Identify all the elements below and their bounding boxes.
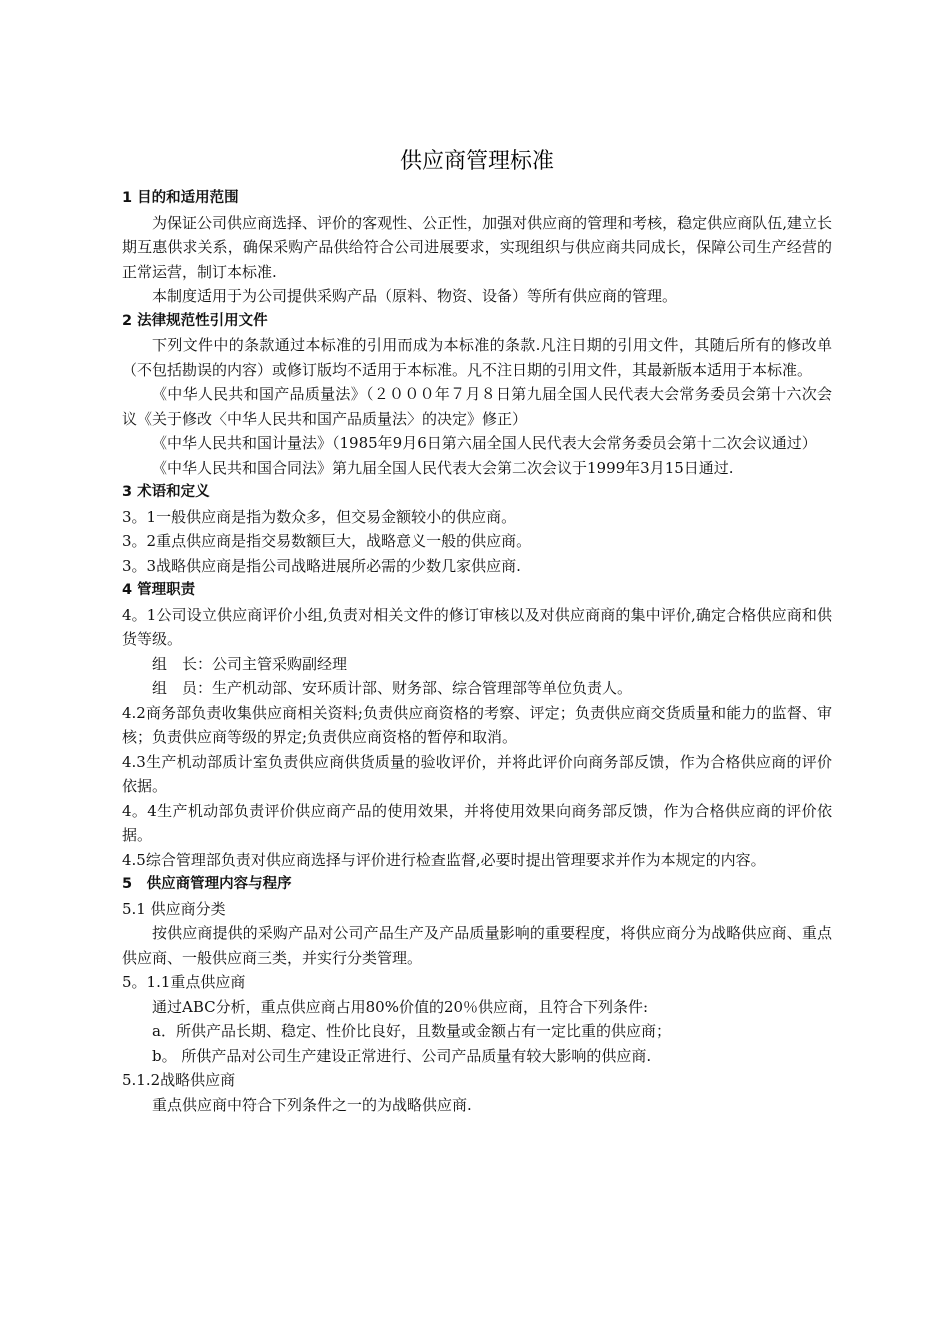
definition-item: 3。2重点供应商是指交易数额巨大，战略意义一般的供应商。 (122, 532, 532, 550)
group-member-line: 组 员：生产机动部、安环质计部、财务部、综合管理部等单位负责人。 (152, 679, 633, 697)
condition-item-a: a．所供产品长期、稳定、性价比良好，且数量或金额占有一定比重的供应商； (152, 1022, 671, 1040)
paragraph: 为保证公司供应商选择、评价的客观性、公正性，加强对供应商的管理和考核，稳定供应商队伍,建立长期互惠供求关系，确保采购产品供给符合公司进展要求，实现组织与供应商共同成长，保障公司生产经营的正常运营，制订本标准. (122, 213, 832, 281)
section-heading-2: 2 法律规范性引用文件 (122, 312, 268, 329)
section-heading-4: 4 管理职责 (122, 582, 196, 598)
condition-item-b: b。 所供产品对公司生产建设正常进行、公司产品质量有较大影响的供应商. (152, 1046, 652, 1065)
paragraph: 《中华人民共和国计量法》（1985年9月6日第六届全国人民代表大会常务委员会第十二次会议通过） (152, 434, 817, 452)
section-heading-5: 5 供应商管理内容与程序 (122, 876, 292, 892)
paragraph: 通过ABC分析，重点供应商占用80%价值的20％供应商，且符合下列条件: (152, 997, 649, 1016)
section-heading-1: 1 目的和适用范围 (122, 190, 239, 206)
duty-item: 4。4生产机动部负责评价供应商产品的使用效果，并将使用效果向商务部反馈，作为合格供应商的评价依据。 (122, 801, 832, 844)
paragraph: 《中华人民共和国产品质量法》（２０００年７月８日第九届全国人民代表大会常务委员会第十六次会议《关于修改〈中华人民共和国产品质量法〉的决定》修正） (122, 385, 832, 428)
duty-item: 4.5综合管理部负责对供应商选择与评价进行检查监督,必要时提出管理要求并作为本规定的内容。 (122, 850, 766, 869)
subsection-heading: 5.1 供应商分类 (122, 899, 226, 918)
paragraph: 按供应商提供的采购产品对公司产品生产及产品质量影响的重要程度，将供应商分为战略供应商、重点供应商、一般供应商三类，并实行分类管理。 (122, 924, 832, 967)
document-body (122, 186, 832, 1117)
duty-item: 4.3生产机动部质计室负责供应商供货质量的验收评价，并将此评价向商务部反馈，作为合格供应商的评价依据。 (122, 752, 832, 795)
document-title: 供应商管理标准 (399, 149, 554, 174)
subsection-heading: 5。1.1重点供应商 (122, 973, 246, 991)
paragraph: 下列文件中的条款通过本标准的引用而成为本标准的条款.凡注日期的引用文件，其随后所有的修改单（不包括勘误的内容）或修订版均不适用于本标准。凡不注日期的引用文件，其最新版本适用于本标准。 (122, 336, 832, 379)
subsection-heading: 5.1.2战略供应商 (122, 1071, 236, 1089)
paragraph: 重点供应商中符合下列条件之一的为战略供应商. (152, 1095, 472, 1114)
duty-item: 4。1公司设立供应商评价小组,负责对相关文件的修订审核以及对供应商商的集中评价,确定合格供应商和供货等级。 (122, 605, 832, 648)
group-leader-line: 组 长：公司主管采购副经理 (152, 654, 348, 673)
duty-item: 4.2商务部负责收集供应商相关资料;负责供应商资格的考察、评定；负责供应商交货质量和能力的监督、审核；负责供应商等级的界定;负责供应商资格的暂停和取消。 (122, 703, 832, 746)
paragraph: 本制度适用于为公司提供采购产品（原料、物资、设备）等所有供应商的管理。 (152, 287, 678, 305)
definition-item: 3。1一般供应商是指为数众多，但交易金额较小的供应商。 (122, 507, 517, 526)
section-heading-3: 3 术语和定义 (122, 484, 210, 500)
paragraph: 《中华人民共和国合同法》第九届全国人民代表大会第二次会议于1999年3月15日通过. (152, 458, 734, 477)
definition-item: 3。3战略供应商是指公司战略进展所必需的少数几家供应商. (122, 556, 521, 575)
